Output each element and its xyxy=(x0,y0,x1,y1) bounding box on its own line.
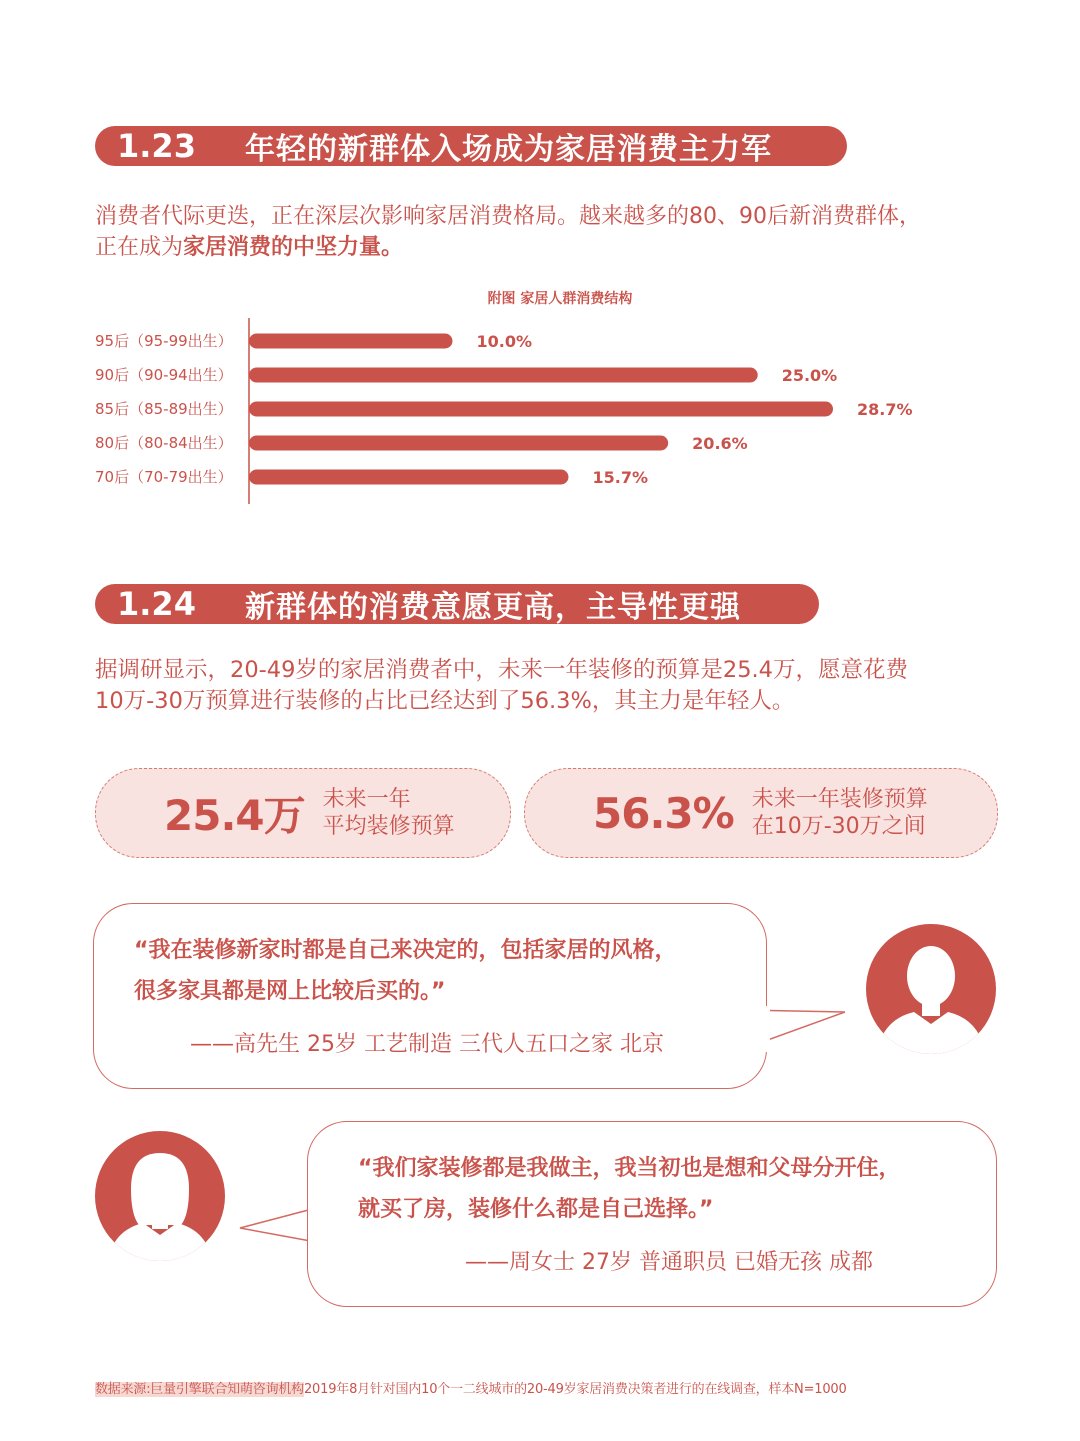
female-avatar-icon xyxy=(95,1131,225,1261)
quote-text-1: “我在装修新家时都是自己来决定的，包括家居的风格， 很多家具都是网上比较后买的。” xyxy=(134,938,677,1004)
chart-category-label: 70后（70-79出生） xyxy=(95,468,233,486)
section-title: 新群体的消费意愿更高，主导性更强 xyxy=(245,590,741,625)
stat-box-average-budget xyxy=(95,768,511,858)
section-2-intro xyxy=(95,655,1015,717)
footnote-detail: 2019年8月针对国内10个一二线城市的20-49岁家居消费决策者进行的在线调查，样本N=1000 xyxy=(303,1382,847,1397)
intro-line-2: 正在成为家居消费的中坚力量。 xyxy=(95,235,404,260)
quote-attribution-1: ——高先生 25岁 工艺制造 三代人五口之家 北京 xyxy=(190,1032,664,1057)
consumer-structure-bar-chart xyxy=(0,280,1080,520)
chart-category-label: 90后（90-94出生） xyxy=(95,366,233,384)
section-1-intro xyxy=(95,201,1005,263)
data-source-footnote xyxy=(95,1378,847,1397)
intro-line-1: 据调研显示，20-49岁的家居消费者中，未来一年装修的预算是25.4万，愿意花费 xyxy=(95,657,908,683)
chart-bar xyxy=(249,334,452,349)
chart-category-label: 85后（85-89出生） xyxy=(95,400,233,418)
chart-value-label: 28.7% xyxy=(857,400,913,419)
speech-bubble-tail-cover xyxy=(760,1006,780,1052)
section-number: 1.23 xyxy=(117,127,196,165)
chart-bar xyxy=(249,470,568,485)
male-avatar-icon xyxy=(866,924,996,1054)
stat-value: 56.3% xyxy=(593,788,734,838)
stat-label: 未来一年 平均装修预算 xyxy=(322,787,455,839)
stat-box-budget-share xyxy=(524,768,998,858)
chart-category-label: 80后（80-84出生） xyxy=(95,434,233,452)
stat-value: 25.4万 xyxy=(164,791,305,840)
intro-line-2: 10万-30万预算进行装修的占比已经达到了56.3%，其主力是年轻人。 xyxy=(95,688,795,714)
chart-title: 附图 家居人群消费结构 xyxy=(487,291,633,307)
chart-value-label: 25.0% xyxy=(781,366,838,385)
intro-line-1: 消费者代际更迭，正在深层次影响家居消费格局。越来越多的80、90后新消费群体， xyxy=(95,204,921,229)
chart-bar xyxy=(249,436,668,451)
chart-bars xyxy=(95,332,913,487)
speech-bubble-tail-cover xyxy=(300,1209,320,1241)
section-number: 1.24 xyxy=(117,585,196,623)
chart-value-label: 10.0% xyxy=(476,332,532,351)
quote-attribution-2: ——周女士 27岁 普通职员 已婚无孩 成都 xyxy=(465,1250,873,1275)
section-header-1-23 xyxy=(95,126,847,166)
intro-emphasis: 家居消费的中坚力量。 xyxy=(183,235,404,260)
chart-value-label: 20.6% xyxy=(692,434,748,453)
chart-bar xyxy=(249,402,833,417)
chart-value-label: 15.7% xyxy=(592,468,648,487)
chart-bar xyxy=(249,368,758,383)
footnote-source: 数据来源:巨量引擎联合知萌咨询机构 xyxy=(95,1382,304,1397)
section-header-1-24 xyxy=(95,584,819,624)
stat-label: 未来一年装修预算 在10万-30万之间 xyxy=(751,787,928,839)
chart-category-label: 95后（95-99出生） xyxy=(95,332,233,350)
quote-text-2: “我们家装修都是我做主，我当初也是想和父母分开住， 就买了房，装修什么都是自己选择。” xyxy=(358,1156,901,1222)
section-title: 年轻的新群体入场成为家居消费主力军 xyxy=(245,132,772,167)
